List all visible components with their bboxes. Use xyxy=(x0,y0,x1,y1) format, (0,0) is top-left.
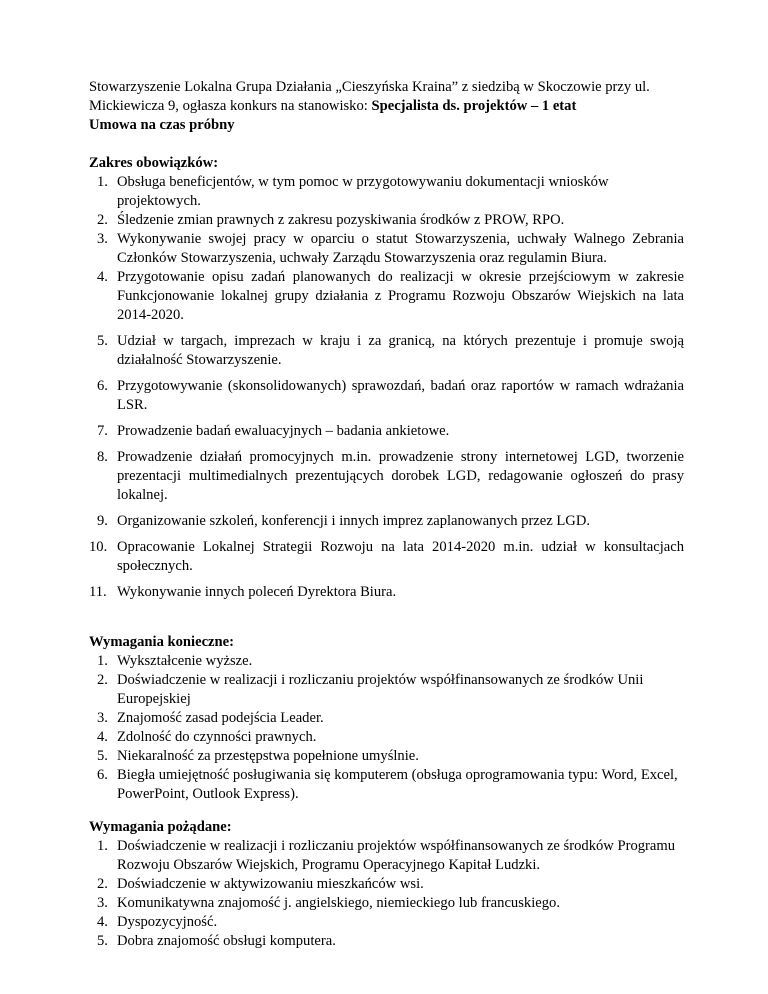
list-text: Organizowanie szkoleń, konferencji i innych imprez zaplanowanych przez LGD. xyxy=(117,513,591,529)
list-item xyxy=(89,837,684,875)
list-text: Doświadczenie w aktywizowaniu mieszkańców wsi. xyxy=(117,876,424,892)
list-number: 5. xyxy=(97,748,108,764)
list-number: 6. xyxy=(97,767,108,783)
list-number: 4. xyxy=(97,269,108,285)
document-page xyxy=(89,78,684,951)
list-number: 2. xyxy=(97,876,108,892)
list-item xyxy=(89,652,684,671)
duties-list xyxy=(89,173,684,602)
desired-heading: Wymagania pożądane: xyxy=(89,819,232,835)
list-text: Wykształcenie wyższe. xyxy=(117,653,253,669)
list-item xyxy=(89,709,684,728)
list-number: 10. xyxy=(89,539,108,555)
list-text: Doświadczenie w realizacji i rozliczaniu projektów współfinansowanych ze środków Programu Rozwoju Obszarów Wiejskich, Programu Operacyjnego Kapitał Ludzki. xyxy=(117,838,676,873)
list-item xyxy=(89,913,684,932)
intro-text: Stowarzyszenie Lokalna Grupa Działania „Cieszyńska Kraina” z siedzibą w Skoczowie przy ul. Mickiewicza 9, ogłasza konkurs na stanowisko: xyxy=(89,79,650,114)
list-item xyxy=(89,512,684,531)
list-number: 3. xyxy=(97,895,108,911)
list-text: Biegła umiejętność posługiwania się komputerem (obsługa oprogramowania typu: Word, Excel, PowerPoint, Outlook Express). xyxy=(117,767,678,802)
list-text: Przygotowanie opisu zadań planowanych do realizacji w okresie przejściowym w zakresie Funkcjonowanie lokalnej grupy działania z Programu Rozwoju Obszarów Wiejskich na lata 2014-2020. xyxy=(117,269,684,323)
list-number: 1. xyxy=(97,838,108,854)
list-text: Dyspozycyjność. xyxy=(117,914,218,930)
list-item xyxy=(89,747,684,766)
list-text: Przygotowywanie (skonsolidowanych) sprawozdań, badań oraz raportów w ramach wdrażania LSR. xyxy=(117,378,684,413)
list-item xyxy=(89,932,684,951)
list-number: 5. xyxy=(97,333,108,349)
list-number: 7. xyxy=(97,423,108,439)
list-item xyxy=(89,268,684,325)
list-text: Znajomość zasad podejścia Leader. xyxy=(117,710,324,726)
list-item xyxy=(89,377,684,415)
list-item xyxy=(89,766,684,804)
list-text: Wykonywanie swojej pracy w oparciu o statut Stowarzyszenia, uchwały Walnego Zebrania Członków Stowarzyszenia, uchwały Zarządu Stowarzyszenia oraz regulamin Biura. xyxy=(117,231,684,266)
list-item xyxy=(89,448,684,505)
list-text: Komunikatywna znajomość j. angielskiego, niemieckiego lub francuskiego. xyxy=(117,895,560,911)
list-number: 5. xyxy=(97,933,108,949)
list-item xyxy=(89,422,684,441)
list-number: 8. xyxy=(97,449,108,465)
list-item xyxy=(89,875,684,894)
required-section xyxy=(89,633,684,804)
position-title: Specjalista ds. projektów – 1 etat xyxy=(371,98,577,114)
list-text: Niekaralność za przestępstwa popełnione umyślnie. xyxy=(117,748,419,764)
list-text: Wykonywanie innych poleceń Dyrektora Biura. xyxy=(117,584,397,600)
contract-type: Umowa na czas próbny xyxy=(89,117,235,133)
duties-section xyxy=(89,154,684,602)
list-text: Opracowanie Lokalnej Strategii Rozwoju na lata 2014-2020 m.in. udział w konsultacjach społecznych. xyxy=(117,539,684,574)
required-heading: Wymagania konieczne: xyxy=(89,634,234,650)
list-item xyxy=(89,173,684,211)
list-number: 4. xyxy=(97,914,108,930)
desired-section xyxy=(89,818,684,951)
desired-list xyxy=(89,837,684,951)
list-item xyxy=(89,230,684,268)
required-list xyxy=(89,652,684,804)
intro-paragraph xyxy=(89,78,684,135)
list-number: 11. xyxy=(89,584,107,600)
list-item xyxy=(89,538,684,576)
list-number: 9. xyxy=(97,513,108,529)
list-number: 3. xyxy=(97,231,108,247)
list-number: 6. xyxy=(97,378,108,394)
list-text: Zdolność do czynności prawnych. xyxy=(117,729,317,745)
list-item xyxy=(89,728,684,747)
list-text: Doświadczenie w realizacji i rozliczaniu projektów współfinansowanych ze środków Unii Europejskiej xyxy=(117,672,644,707)
list-number: 3. xyxy=(97,710,108,726)
list-item xyxy=(89,332,684,370)
list-number: 2. xyxy=(97,212,108,228)
list-number: 2. xyxy=(97,672,108,688)
list-text: Dobra znajomość obsługi komputera. xyxy=(117,933,336,949)
list-number: 1. xyxy=(97,174,108,190)
list-text: Udział w targach, imprezach w kraju i za granicą, na których prezentuje i promuje swoją działalność Stowarzyszenie. xyxy=(117,333,684,368)
list-number: 1. xyxy=(97,653,108,669)
list-number: 4. xyxy=(97,729,108,745)
list-text: Obsługa beneficjentów, w tym pomoc w przygotowywaniu dokumentacji wniosków projektowych. xyxy=(117,174,609,209)
list-text: Prowadzenie działań promocyjnych m.in. prowadzenie strony internetowej LGD, tworzenie prezentacji multimedialnych prezentujących dorobek LGD, redagowanie ogłoszeń do prasy lokalnej. xyxy=(117,449,684,503)
list-text: Śledzenie zmian prawnych z zakresu pozyskiwania środków z PROW, RPO. xyxy=(117,212,565,228)
duties-heading: Zakres obowiązków: xyxy=(89,155,219,171)
list-text: Prowadzenie badań ewaluacyjnych – badania ankietowe. xyxy=(117,423,450,439)
list-item xyxy=(89,894,684,913)
list-item xyxy=(89,671,684,709)
list-item xyxy=(89,211,684,230)
list-item xyxy=(89,583,684,602)
